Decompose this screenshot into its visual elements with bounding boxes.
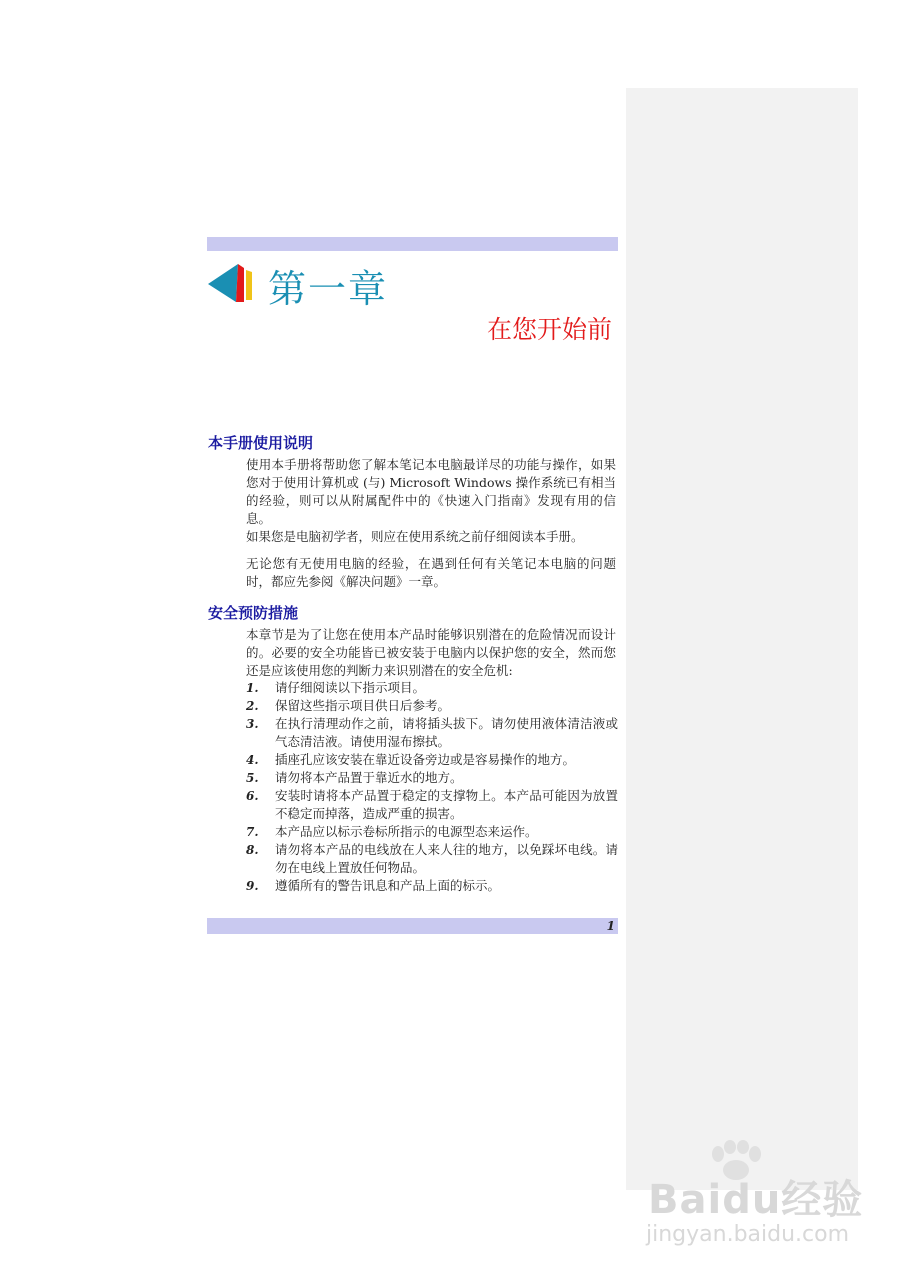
footer-bar [207, 918, 618, 934]
section-heading-safety: 安全预防措施 [208, 604, 299, 622]
chapter-title: 第一章 [268, 267, 389, 311]
paragraph: 无论您有无使用电脑的经验，在遇到任何有关笔记本电脑的问题时，都应先参阅《解决问题》一章。 [246, 556, 616, 589]
list-number: 9. [246, 879, 259, 893]
list-text: 在执行清理动作之前，请将插头拔下。请勿使用液体清洁液或气态清洁液。请使用湿布擦拭。 [275, 716, 618, 749]
watermark-brand: Baidu经验 [648, 1177, 864, 1223]
chapter-logo-icon [208, 262, 260, 304]
list-item [246, 751, 618, 769]
list-number: 2. [246, 699, 259, 713]
chapter-subtitle: 在您开始前 [486, 315, 612, 344]
section-heading-manual: 本手册使用说明 [208, 434, 314, 452]
list-number: 1. [246, 681, 259, 695]
paragraph: 如果您是电脑初学者，则应在使用系统之前仔细阅读本手册。 [246, 529, 584, 544]
header-bar [207, 237, 618, 251]
list-item [246, 823, 618, 841]
list-number: 3. [246, 717, 259, 731]
list-text: 插座孔应该安装在靠近设备旁边或是容易操作的地方。 [275, 752, 576, 767]
list-number: 6. [246, 789, 259, 803]
list-text: 请仔细阅读以下指示项目。 [275, 680, 426, 695]
list-item [246, 787, 618, 823]
list-text: 请勿将本产品的电线放在人来人往的地方，以免踩坏电线。请勿在电线上置放任何物品。 [275, 842, 618, 875]
list-number: 8. [246, 843, 259, 857]
list-item [246, 697, 618, 715]
list-text: 安装时请将本产品置于稳定的支撑物上。本产品可能因为放置不稳定而掉落，造成严重的损害。 [275, 788, 618, 821]
list-item [246, 679, 618, 697]
list-item [246, 841, 618, 877]
page-number: 1 [606, 919, 615, 933]
list-item [246, 769, 618, 787]
list-text: 请勿将本产品置于靠近水的地方。 [275, 770, 463, 785]
list-text: 本产品应以标示卷标所指示的电源型态来运作。 [275, 824, 538, 839]
list-number: 4. [246, 753, 259, 767]
safety-list [246, 679, 618, 895]
paragraph: 使用本手册将帮助您了解本笔记本电脑最详尽的功能与操作，如果您对于使用计算机或 (与) Microsoft Windows 操作系统已有相当的经验，则可以从附属配件中的《快速入门指南》发现有用的信息。 [246, 457, 616, 526]
safety-intro: 本章节是为了让您在使用本产品时能够识别潜在的危险情况而设计的。必要的安全功能皆已被安装于电脑内以保护您的安全，然而您还是应该使用您的判断力来识别潜在的安全危机: [246, 627, 616, 678]
list-number: 7. [246, 825, 259, 839]
watermark-url: jingyan.baidu.com [646, 1222, 850, 1247]
list-text: 保留这些指示项目供日后参考。 [275, 698, 451, 713]
list-text: 遵循所有的警告讯息和产品上面的标示。 [275, 878, 501, 893]
side-panel [626, 88, 858, 1190]
list-item [246, 715, 618, 751]
list-number: 5. [246, 771, 259, 785]
list-item [246, 877, 618, 895]
